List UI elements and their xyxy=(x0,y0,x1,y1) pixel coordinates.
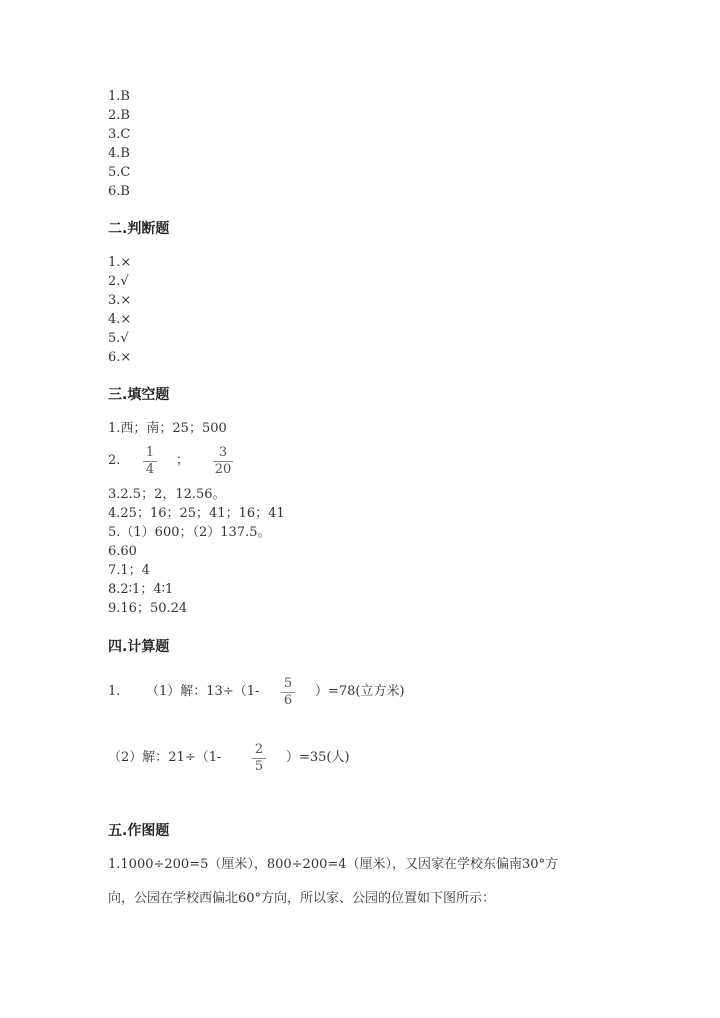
fill-answer-1: 1.西；南；25；500 xyxy=(108,421,227,436)
calc-q2-prefix: （2）解：21÷（1- xyxy=(108,750,222,765)
calc-q1-suffix: ）=78(立方米) xyxy=(315,684,405,699)
choice-answer-6: 6.B xyxy=(108,184,130,199)
fraction-denominator: 5 xyxy=(254,759,264,774)
choice-answer-3: 3.C xyxy=(108,127,131,142)
judge-answer-5: 5.√ xyxy=(108,331,129,346)
fill-heading: 三.填空题 xyxy=(108,387,170,403)
fill-answer-3: 3.2.5；2，12.56。 xyxy=(108,487,226,502)
fraction-denominator: 4 xyxy=(145,462,155,477)
draw-answer-line-1: 1.1000÷200=5（厘米），800÷200=4（厘米），又因家在学校东偏南30°方 xyxy=(108,857,559,872)
draw-heading: 五.作图题 xyxy=(108,823,170,839)
choice-answer-1: 1.B xyxy=(108,89,130,104)
fraction-numerator: 3 xyxy=(218,445,228,460)
choice-answer-2: 2.B xyxy=(108,108,130,123)
calc-q1-fraction xyxy=(281,677,295,708)
fill-answer-4: 4.25；16；25；41；16；41 xyxy=(108,506,285,521)
fill-answer-6: 6.60 xyxy=(108,544,137,559)
judge-answer-3: 3.× xyxy=(108,293,132,308)
judge-answer-4: 4.× xyxy=(108,312,132,327)
calc-q2-fraction xyxy=(252,743,266,774)
fill-answer-2-fraction-2 xyxy=(213,446,233,477)
fraction-numerator: 1 xyxy=(145,445,155,460)
judge-answer-6: 6.× xyxy=(108,350,132,365)
fill-answer-2-separator: ； xyxy=(176,453,190,468)
calc-q1-prefix: （1）解：13÷（1- xyxy=(146,684,260,699)
judge-answer-1: 1.× xyxy=(108,255,132,270)
fill-answer-2-fraction-1 xyxy=(143,446,157,477)
fill-answer-5: 5.（1）600；（2）137.5。 xyxy=(108,525,271,540)
calc-heading: 四.计算题 xyxy=(108,639,170,655)
fraction-numerator: 2 xyxy=(254,742,264,757)
fill-answer-8: 8.2∶1；4∶1 xyxy=(108,582,174,597)
draw-answer-line-2: 向，公园在学校西偏北60°方向，所以家、公园的位置如下图所示： xyxy=(108,891,496,906)
calc-q2-suffix: ）=35(人) xyxy=(286,750,350,765)
fill-answer-2-label: 2. xyxy=(108,453,121,468)
fraction-numerator: 5 xyxy=(283,676,293,691)
calc-q1-label: 1. xyxy=(108,684,121,699)
choice-answer-5: 5.C xyxy=(108,165,131,180)
fraction-denominator: 6 xyxy=(283,693,293,708)
fill-answer-7: 7.1；4 xyxy=(108,563,150,578)
fraction-denominator: 20 xyxy=(214,462,232,477)
choice-answer-4: 4.B xyxy=(108,146,130,161)
judge-answer-2: 2.√ xyxy=(108,274,129,289)
judge-heading: 二.判断题 xyxy=(108,221,170,237)
fill-answer-9: 9.16；50.24 xyxy=(108,601,188,616)
